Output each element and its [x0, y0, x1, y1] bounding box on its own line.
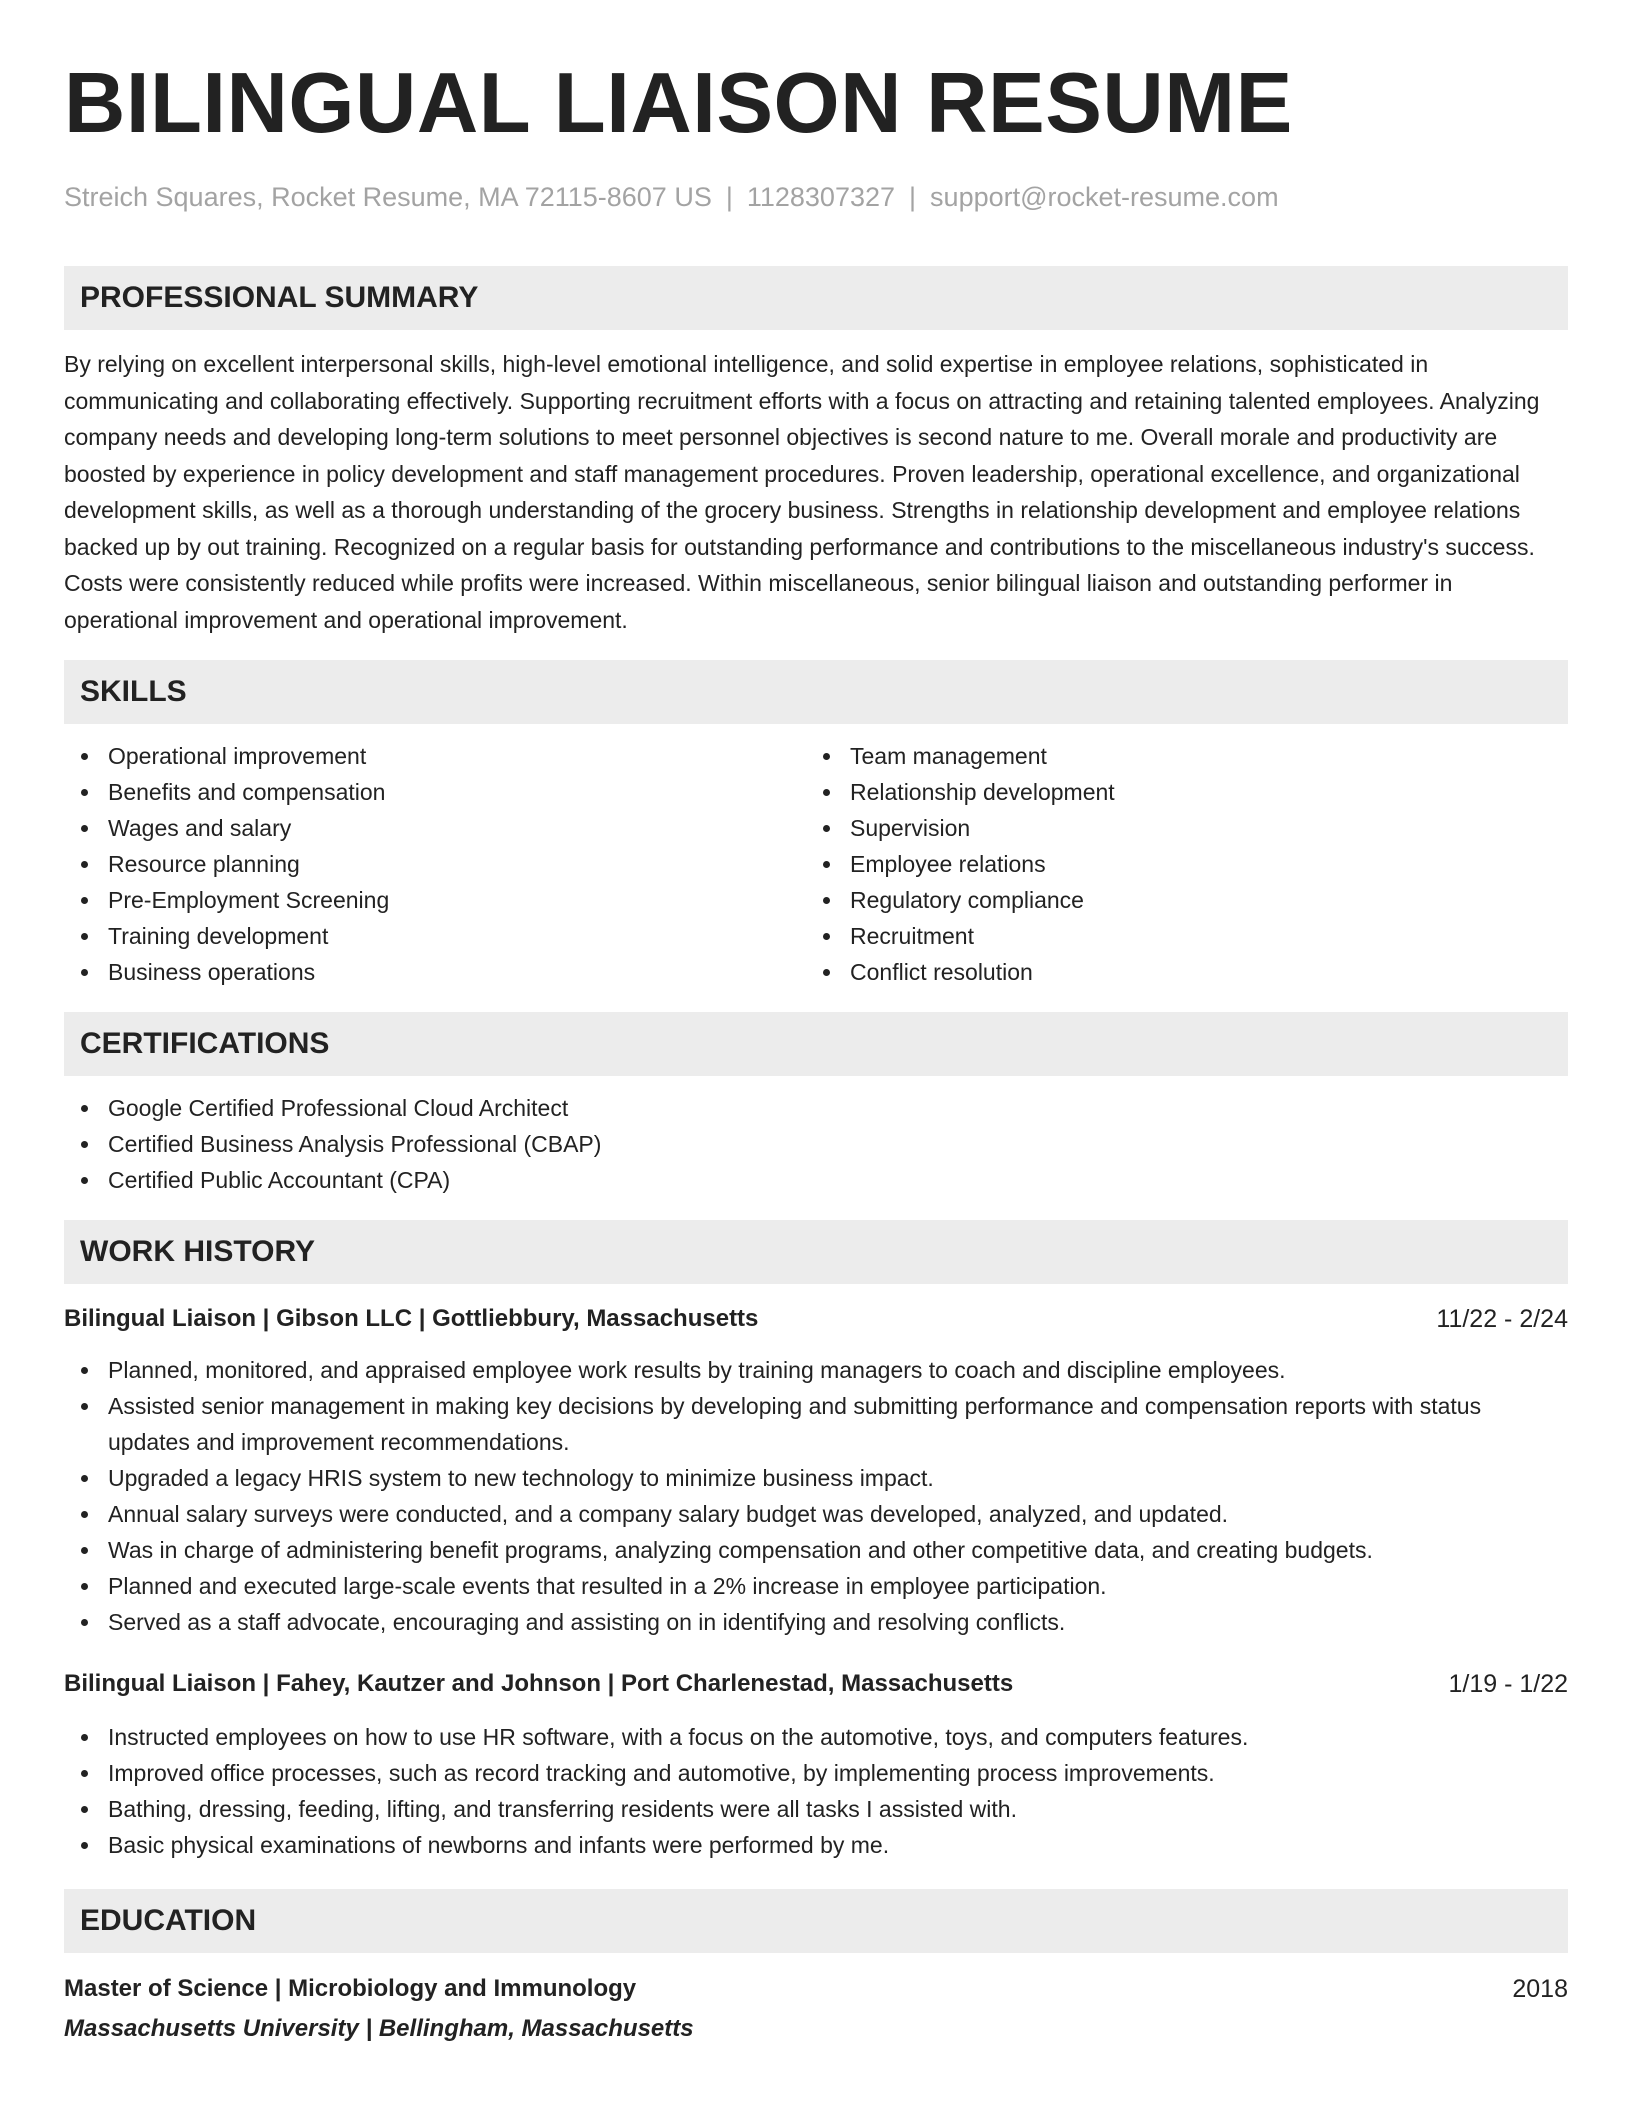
summary-header: PROFESSIONAL SUMMARY	[64, 266, 1568, 330]
job-bullet: Planned and executed large-scale events that resulted in a 2% increase in employee participation.	[64, 1568, 1568, 1604]
job-bullet: Upgraded a legacy HRIS system to new technology to minimize business impact.	[64, 1460, 1568, 1496]
skill-item: Benefits and compensation	[64, 774, 806, 810]
job-bullet: Annual salary surveys were conducted, and a company salary budget was developed, analyzed, and updated.	[64, 1496, 1568, 1532]
job-bullet: Served as a staff advocate, encouraging and assisting on in identifying and resolving conflicts.	[64, 1604, 1568, 1640]
skill-item: Wages and salary	[64, 810, 806, 846]
work-history-header: WORK HISTORY	[64, 1220, 1568, 1284]
education-section	[64, 1889, 1568, 2047]
job-heading: Bilingual Liaison | Gibson LLC | Gottliebbury, Massachusetts	[64, 1305, 759, 1332]
job-bullet: Planned, monitored, and appraised employee work results by training managers to coach and discipline employees.	[64, 1352, 1568, 1388]
skill-item: Operational improvement	[64, 738, 806, 774]
skill-item: Pre-Employment Screening	[64, 882, 806, 918]
skills-header: SKILLS	[64, 660, 1568, 724]
certification-item: Certified Public Accountant (CPA)	[64, 1162, 1568, 1198]
skill-item: Supervision	[806, 810, 1548, 846]
summary-text: By relying on excellent interpersonal skills, high-level emotional intelligence, and solid expertise in employee relations, sophisticated in communicating and collaborating effectively. Supporting recruitment efforts with a focus on attracting and retaining talented employees. Analyzing company needs and developing long-term solutions to meet personnel objectives is second nature to me. Overall morale and productivity are boosted by experience in policy development and staff management procedures. Proven leadership, operational excellence, and organizational development skills, as well as a thorough understanding of the grocery business. Strengths in relationship development and employee relations backed up by out training. Recognized on a regular basis for outstanding performance and contributions to the miscellaneous industry's success. Costs were consistently reduced while profits were increased. Within miscellaneous, senior bilingual liaison and outstanding performer in operational improvement and operational improvement.	[64, 351, 1540, 633]
job-dates: 11/22 - 2/24	[1436, 1305, 1568, 1333]
contact-separator: |	[909, 182, 917, 212]
education-year: 2018	[1512, 1975, 1568, 2003]
job-bullets	[64, 1719, 1568, 1863]
skills-column-left	[64, 738, 806, 990]
skills-grid	[64, 738, 1568, 990]
contact-separator: |	[725, 182, 733, 212]
education-degree: Master of Science | Microbiology and Immunology	[64, 1975, 637, 2002]
education-school: Massachusetts University | Bellingham, Massachusetts	[64, 2015, 694, 2042]
certifications-section	[64, 1012, 1568, 1198]
contact-line	[64, 180, 1568, 214]
certifications-header: CERTIFICATIONS	[64, 1012, 1568, 1076]
skill-item: Team management	[806, 738, 1548, 774]
skill-item: Regulatory compliance	[806, 882, 1548, 918]
certification-item: Google Certified Professional Cloud Architect	[64, 1090, 1568, 1126]
skill-item: Resource planning	[64, 846, 806, 882]
work-history-section	[64, 1220, 1568, 1863]
summary-section	[64, 266, 1568, 638]
resume-title: BILINGUAL LIAISON RESUME	[64, 56, 1293, 151]
job-heading-row	[64, 1301, 1568, 1337]
job-entry	[64, 1301, 1568, 1640]
skill-item: Recruitment	[806, 918, 1548, 954]
job-bullet: Was in charge of administering benefit programs, analyzing compensation and other competitive data, and creating budgets.	[64, 1532, 1568, 1568]
skills-column-right	[806, 738, 1548, 990]
skills-list-left	[64, 738, 806, 990]
education-header: EDUCATION	[64, 1889, 1568, 1953]
job-dates: 1/19 - 1/22	[1448, 1670, 1568, 1698]
job-bullet: Bathing, dressing, feeding, lifting, and transferring residents were all tasks I assisted with.	[64, 1791, 1568, 1827]
skill-item: Business operations	[64, 954, 806, 990]
job-bullet: Basic physical examinations of newborns and infants were performed by me.	[64, 1827, 1568, 1863]
skill-item: Employee relations	[806, 846, 1548, 882]
job-entry	[64, 1666, 1568, 1863]
skills-list-right	[806, 738, 1548, 990]
skill-item: Relationship development	[806, 774, 1548, 810]
skills-section	[64, 660, 1568, 990]
job-heading-row	[64, 1666, 1568, 1702]
job-bullets	[64, 1352, 1568, 1640]
contact-phone: 1128307327	[746, 182, 896, 212]
skill-item: Training development	[64, 918, 806, 954]
education-heading-row	[64, 1971, 1568, 2007]
job-bullet: Improved office processes, such as record tracking and automotive, by implementing process improvements.	[64, 1755, 1568, 1791]
job-heading: Bilingual Liaison | Fahey, Kautzer and Johnson | Port Charlenestad, Massachusetts	[64, 1670, 1014, 1697]
certifications-list	[64, 1090, 1568, 1198]
contact-address: Streich Squares, Rocket Resume, MA 72115-8607 US	[64, 182, 712, 212]
job-bullet: Assisted senior management in making key decisions by developing and submitting performance and compensation reports with status updates and improvement recommendations.	[64, 1388, 1568, 1460]
skill-item: Conflict resolution	[806, 954, 1548, 990]
contact-email: support@rocket-resume.com	[930, 182, 1279, 212]
certification-item: Certified Business Analysis Professional (CBAP)	[64, 1126, 1568, 1162]
job-bullet: Instructed employees on how to use HR software, with a focus on the automotive, toys, and computers features.	[64, 1719, 1568, 1755]
